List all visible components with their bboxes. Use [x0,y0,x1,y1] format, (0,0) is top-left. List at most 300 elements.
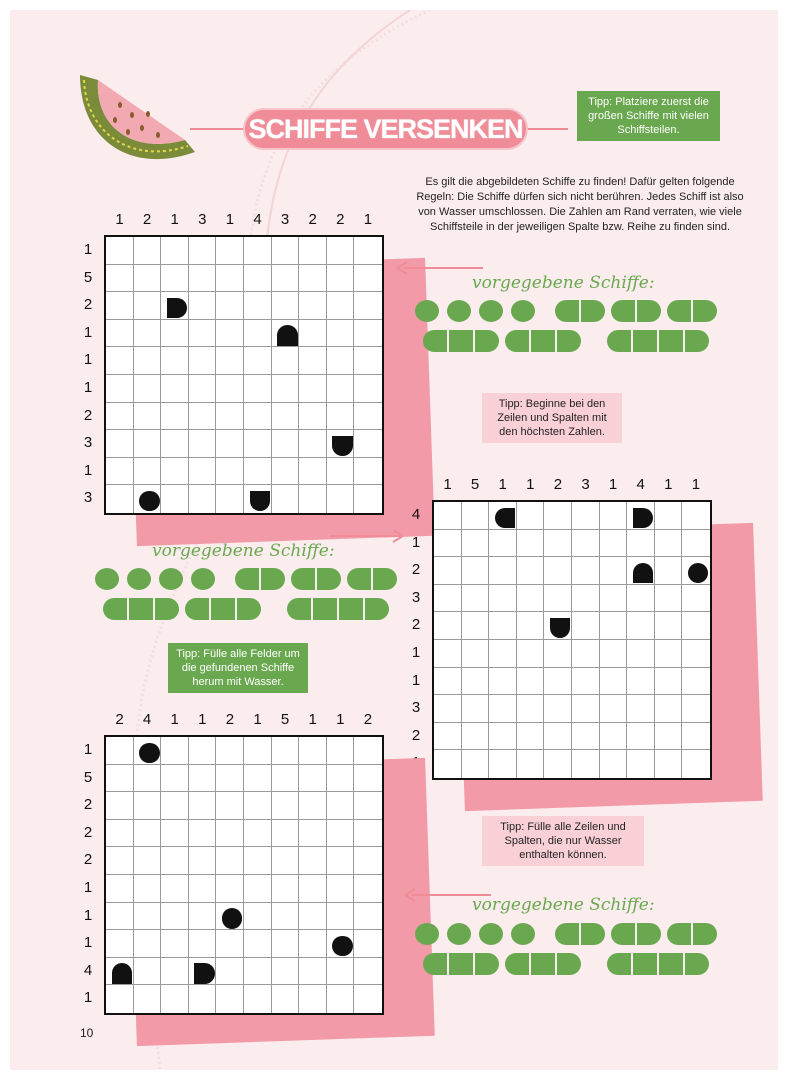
grid-cell[interactable] [327,958,355,986]
row-clue: 2 [83,796,93,814]
grid-cell[interactable] [161,792,189,820]
grid-cell[interactable] [161,375,189,403]
grid-cell[interactable] [489,640,517,668]
grid-cell[interactable] [544,585,572,613]
grid-cell[interactable] [327,403,355,431]
grid-cell[interactable] [682,530,710,558]
grid-cell[interactable] [106,737,134,765]
grid-cell[interactable] [489,668,517,696]
grid-cell[interactable] [106,347,134,375]
grid-cell[interactable] [189,792,217,820]
grid-cell[interactable] [327,820,355,848]
grid-cell[interactable] [327,485,355,513]
grid-cell[interactable] [627,585,655,613]
grid-cell[interactable] [106,903,134,931]
grid-cell[interactable] [134,403,162,431]
grid-cell[interactable] [244,792,272,820]
grid-cell[interactable] [272,430,300,458]
grid-cell[interactable] [517,585,545,613]
grid-cell[interactable] [134,930,162,958]
grid-cell[interactable] [189,875,217,903]
grid-cell[interactable] [272,375,300,403]
grid-cell[interactable] [544,695,572,723]
grid-cell[interactable] [244,265,272,293]
grid-cell[interactable] [434,612,462,640]
grid-cell[interactable] [216,985,244,1013]
grid-cell[interactable] [682,640,710,668]
grid-cell[interactable] [134,765,162,793]
grid-cell[interactable] [189,820,217,848]
grid-cell[interactable] [244,875,272,903]
grid-cell[interactable] [627,695,655,723]
grid-cell[interactable] [216,765,244,793]
grid-cell[interactable] [655,668,683,696]
grid-cell[interactable] [161,985,189,1013]
grid-cell[interactable] [327,792,355,820]
grid-cell[interactable] [627,668,655,696]
grid-cell[interactable] [106,765,134,793]
grid-cell[interactable] [134,792,162,820]
grid-cell[interactable] [327,265,355,293]
grid-cell[interactable] [327,458,355,486]
grid-cell[interactable] [161,403,189,431]
grid-cell[interactable] [216,430,244,458]
grid-cell[interactable] [517,530,545,558]
grid-cell[interactable] [600,585,628,613]
grid-cell[interactable] [517,612,545,640]
grid-cell[interactable] [134,847,162,875]
column-clue: 2 [142,211,152,228]
grid-cell[interactable] [354,875,382,903]
grid-cell[interactable] [655,502,683,530]
grid-cell[interactable] [189,237,217,265]
grid-cell[interactable] [244,347,272,375]
grid-cell[interactable] [655,695,683,723]
grid-cell[interactable] [106,265,134,293]
grid-cell[interactable] [244,237,272,265]
grid-cell[interactable] [161,875,189,903]
grid-cell[interactable] [327,847,355,875]
grid-cell[interactable] [354,765,382,793]
grid-cell[interactable] [272,237,300,265]
grid-cell[interactable] [544,723,572,751]
grid-cell[interactable] [682,502,710,530]
grid-cell[interactable] [489,750,517,778]
grid-cell[interactable] [161,765,189,793]
grid-cell[interactable] [299,265,327,293]
grid-cell[interactable] [462,695,490,723]
grid-cell[interactable] [434,640,462,668]
grid-cell[interactable] [489,612,517,640]
grid-cell[interactable] [134,903,162,931]
grid-cell[interactable] [655,723,683,751]
grid-cell[interactable] [462,750,490,778]
grid-cell[interactable] [106,430,134,458]
grid-cell[interactable] [216,847,244,875]
grid-cell[interactable] [627,612,655,640]
grid-cell[interactable] [134,820,162,848]
grid-cell[interactable] [244,737,272,765]
grid-cell[interactable] [517,557,545,585]
grid-cell[interactable] [106,930,134,958]
grid-cell[interactable] [161,847,189,875]
grid-cell[interactable] [544,750,572,778]
grid-cell[interactable] [189,903,217,931]
grid-cell[interactable] [600,695,628,723]
grid-cell[interactable] [354,430,382,458]
grid-cell[interactable] [572,723,600,751]
grid-cell[interactable] [272,403,300,431]
column-clue: 1 [336,711,345,728]
row-clue: 2 [411,726,421,744]
grid-cell[interactable] [517,723,545,751]
grid-cell[interactable] [189,765,217,793]
grid-cell[interactable] [161,347,189,375]
grid-cell[interactable] [682,723,710,751]
grid-cell[interactable] [327,320,355,348]
grid-cell[interactable] [189,292,217,320]
grid-cell[interactable] [106,485,134,513]
grid-cell[interactable] [517,695,545,723]
grid-cell[interactable] [134,985,162,1013]
grid-cell[interactable] [517,668,545,696]
grid-cell[interactable] [189,430,217,458]
grid-cell[interactable] [434,668,462,696]
grid-cell[interactable] [655,557,683,585]
grid-cell[interactable] [517,750,545,778]
grid-cell[interactable] [572,557,600,585]
column-clue: 1 [115,211,124,228]
grid-cell[interactable] [354,375,382,403]
grid-cell[interactable] [106,985,134,1013]
grid-cell[interactable] [244,847,272,875]
grid-cell[interactable] [627,640,655,668]
grid-cell[interactable] [354,292,382,320]
grid-cell[interactable] [489,585,517,613]
grid-cell[interactable] [354,958,382,986]
grid-cell[interactable] [462,723,490,751]
grid-cell[interactable] [272,930,300,958]
grid-cell[interactable] [682,585,710,613]
fleet-ship-4 [313,598,337,620]
grid-cell[interactable] [272,765,300,793]
grid-cell[interactable] [434,585,462,613]
grid-cell[interactable] [327,903,355,931]
grid-cell[interactable] [517,502,545,530]
grid-cell[interactable] [216,485,244,513]
grid-cell[interactable] [189,485,217,513]
grid-cell[interactable] [272,958,300,986]
grid-cell[interactable] [134,265,162,293]
grid-cell[interactable] [299,237,327,265]
grid-cell[interactable] [462,502,490,530]
grid-cell[interactable] [272,847,300,875]
grid-cell[interactable] [134,375,162,403]
grid-cell[interactable] [354,820,382,848]
grid-cell[interactable] [299,903,327,931]
grid-cell[interactable] [189,930,217,958]
grid-cell[interactable] [216,292,244,320]
grid-cell[interactable] [600,640,628,668]
grid-cell[interactable] [327,875,355,903]
grid-cell[interactable] [272,820,300,848]
grid-cell[interactable] [354,847,382,875]
grid-cell[interactable] [299,375,327,403]
grid-cell[interactable] [354,320,382,348]
grid-cell[interactable] [189,403,217,431]
grid-cell[interactable] [134,430,162,458]
grid-cell[interactable] [216,458,244,486]
grid-cell[interactable] [216,375,244,403]
grid-cell[interactable] [134,292,162,320]
grid-cell[interactable] [299,930,327,958]
fleet-ship-2 [667,923,691,945]
arrow-right-2 [330,528,405,544]
grid-cell[interactable] [189,347,217,375]
grid-cell[interactable] [517,640,545,668]
grid-cell[interactable] [489,695,517,723]
grid-cell[interactable] [327,347,355,375]
grid-cell[interactable] [627,723,655,751]
grid-cell[interactable] [134,958,162,986]
grid-cell[interactable] [489,723,517,751]
grid-cell[interactable] [161,485,189,513]
grid-cell[interactable] [244,985,272,1013]
grid-cell[interactable] [682,750,710,778]
grid-cell[interactable] [572,695,600,723]
grid-cell[interactable] [299,958,327,986]
grid-cell[interactable] [216,265,244,293]
grid-cell[interactable] [354,485,382,513]
grid-cell[interactable] [216,792,244,820]
grid-cell[interactable] [134,875,162,903]
grid-cell[interactable] [489,557,517,585]
grid-cell[interactable] [299,985,327,1013]
grid-cell[interactable] [272,458,300,486]
grid-cell[interactable] [354,347,382,375]
grid-cell[interactable] [354,237,382,265]
grid-cell[interactable] [161,458,189,486]
grid-cell[interactable] [354,930,382,958]
grid-cell[interactable] [600,530,628,558]
grid-cell[interactable] [299,792,327,820]
grid-cell[interactable] [544,557,572,585]
grid-cell[interactable] [462,585,490,613]
row-clue: 1 [83,879,93,896]
grid-cell[interactable] [600,750,628,778]
grid-cell[interactable] [216,320,244,348]
grid-cell[interactable] [354,792,382,820]
grid-cell[interactable] [572,640,600,668]
grid-cell[interactable] [106,875,134,903]
fleet-ship-4 [685,330,709,352]
grid-cell[interactable] [354,403,382,431]
grid-cell[interactable] [299,765,327,793]
grid-cell[interactable] [244,958,272,986]
grid-cell[interactable] [134,347,162,375]
grid-cell[interactable] [189,737,217,765]
grid-cell[interactable] [462,612,490,640]
grid-cell[interactable] [327,985,355,1013]
grid-cell[interactable] [161,903,189,931]
grid-cell[interactable] [244,430,272,458]
grid-cell[interactable] [216,820,244,848]
grid-cell[interactable] [189,985,217,1013]
grid-cell[interactable] [434,557,462,585]
grid-cell[interactable] [272,875,300,903]
grid-cell[interactable] [216,237,244,265]
grid-cell[interactable] [272,292,300,320]
grid-cell[interactable] [134,237,162,265]
grid-cell[interactable] [161,430,189,458]
grid-cell[interactable] [161,237,189,265]
grid-cell[interactable] [327,737,355,765]
grid-cell[interactable] [600,723,628,751]
grid-cell[interactable] [272,265,300,293]
grid-cell[interactable] [161,737,189,765]
grid-cell[interactable] [216,347,244,375]
grid-cell[interactable] [244,930,272,958]
grid-cell[interactable] [600,612,628,640]
grid-cell[interactable] [244,320,272,348]
grid-cell[interactable] [655,750,683,778]
grid-cell[interactable] [299,820,327,848]
grid-cell[interactable] [189,458,217,486]
grid-cell[interactable] [489,530,517,558]
grid-cell[interactable] [272,737,300,765]
grid-cell[interactable] [655,585,683,613]
grid-cell[interactable] [106,237,134,265]
grid-cell[interactable] [106,292,134,320]
grid-cell[interactable] [106,792,134,820]
grid-cell[interactable] [161,265,189,293]
grid-cell[interactable] [327,237,355,265]
grid-cell[interactable] [244,292,272,320]
grid-cell[interactable] [189,265,217,293]
grid-cell[interactable] [327,375,355,403]
grid-cell[interactable] [299,430,327,458]
grid-cell[interactable] [600,557,628,585]
grid-cell[interactable] [106,320,134,348]
grid-cell[interactable] [299,458,327,486]
grid-cell[interactable] [434,530,462,558]
grid-cell[interactable] [161,958,189,986]
grid-cell[interactable] [655,530,683,558]
grid-cell[interactable] [544,502,572,530]
grid-cell[interactable] [244,765,272,793]
grid-cell[interactable] [354,265,382,293]
grid-cell[interactable] [627,750,655,778]
fleet-ship-2 [317,568,341,590]
grid-cell[interactable] [161,820,189,848]
grid-cell[interactable] [244,903,272,931]
grid-cell[interactable] [462,668,490,696]
grid-cell[interactable] [354,737,382,765]
grid-cell[interactable] [299,737,327,765]
grid-cell[interactable] [299,403,327,431]
fleet-ship-2 [693,923,717,945]
grid-cell[interactable] [272,985,300,1013]
grid-cell[interactable] [244,403,272,431]
grid-cell[interactable] [299,347,327,375]
grid-cell[interactable] [572,612,600,640]
grid-cell[interactable] [434,723,462,751]
grid-cell[interactable] [544,668,572,696]
grid-cell[interactable] [189,320,217,348]
grid-cell[interactable] [572,750,600,778]
grid-cell[interactable] [327,765,355,793]
grid-cell[interactable] [161,320,189,348]
grid-cell[interactable] [299,485,327,513]
grid-cell[interactable] [216,875,244,903]
grid-cell[interactable] [544,530,572,558]
grid-cell[interactable] [272,485,300,513]
grid-cell[interactable] [600,502,628,530]
grid-cell[interactable] [682,668,710,696]
grid-cell[interactable] [134,458,162,486]
grid-cell[interactable] [655,612,683,640]
grid-cell[interactable] [244,458,272,486]
grid-cell[interactable] [299,847,327,875]
grid-cell[interactable] [572,502,600,530]
grid-cell[interactable] [106,820,134,848]
grid-cell[interactable] [354,903,382,931]
grid-cell[interactable] [655,640,683,668]
grid-cell[interactable] [244,820,272,848]
grid-cell[interactable] [299,875,327,903]
grid-cell[interactable] [462,530,490,558]
grid-cell[interactable] [161,930,189,958]
grid-cell[interactable] [462,557,490,585]
grid-cell[interactable] [272,792,300,820]
grid-cell[interactable] [354,985,382,1013]
grid-cell[interactable] [216,930,244,958]
grid-cell[interactable] [299,320,327,348]
column-clue: 2 [363,711,373,728]
grid-cell[interactable] [572,585,600,613]
fleet-ship-1 [447,923,471,945]
grid-cell[interactable] [600,668,628,696]
grid-cell[interactable] [434,750,462,778]
grid-cell[interactable] [434,695,462,723]
grid-cell[interactable] [299,292,327,320]
grid-cell[interactable] [106,403,134,431]
fleet-ship-2 [581,923,605,945]
grid-cell[interactable] [572,530,600,558]
grid-cell[interactable] [244,375,272,403]
grid-cell[interactable] [106,375,134,403]
grid-cell[interactable] [134,320,162,348]
grid-cell[interactable] [354,458,382,486]
grid-cell[interactable] [462,640,490,668]
grid-cell[interactable] [572,668,600,696]
grid-cell[interactable] [272,903,300,931]
grid-cell[interactable] [216,403,244,431]
grid-cell[interactable] [216,737,244,765]
grid-cell[interactable] [106,847,134,875]
grid-cell[interactable] [544,640,572,668]
grid-cell[interactable] [189,847,217,875]
grid-cell[interactable] [682,695,710,723]
grid-cell[interactable] [627,530,655,558]
grid-cell[interactable] [682,612,710,640]
grid-cell[interactable] [272,347,300,375]
grid-cell[interactable] [216,958,244,986]
grid-cell[interactable] [434,502,462,530]
grid-cell[interactable] [189,375,217,403]
grid-cell[interactable] [106,458,134,486]
grid-cell[interactable] [327,292,355,320]
